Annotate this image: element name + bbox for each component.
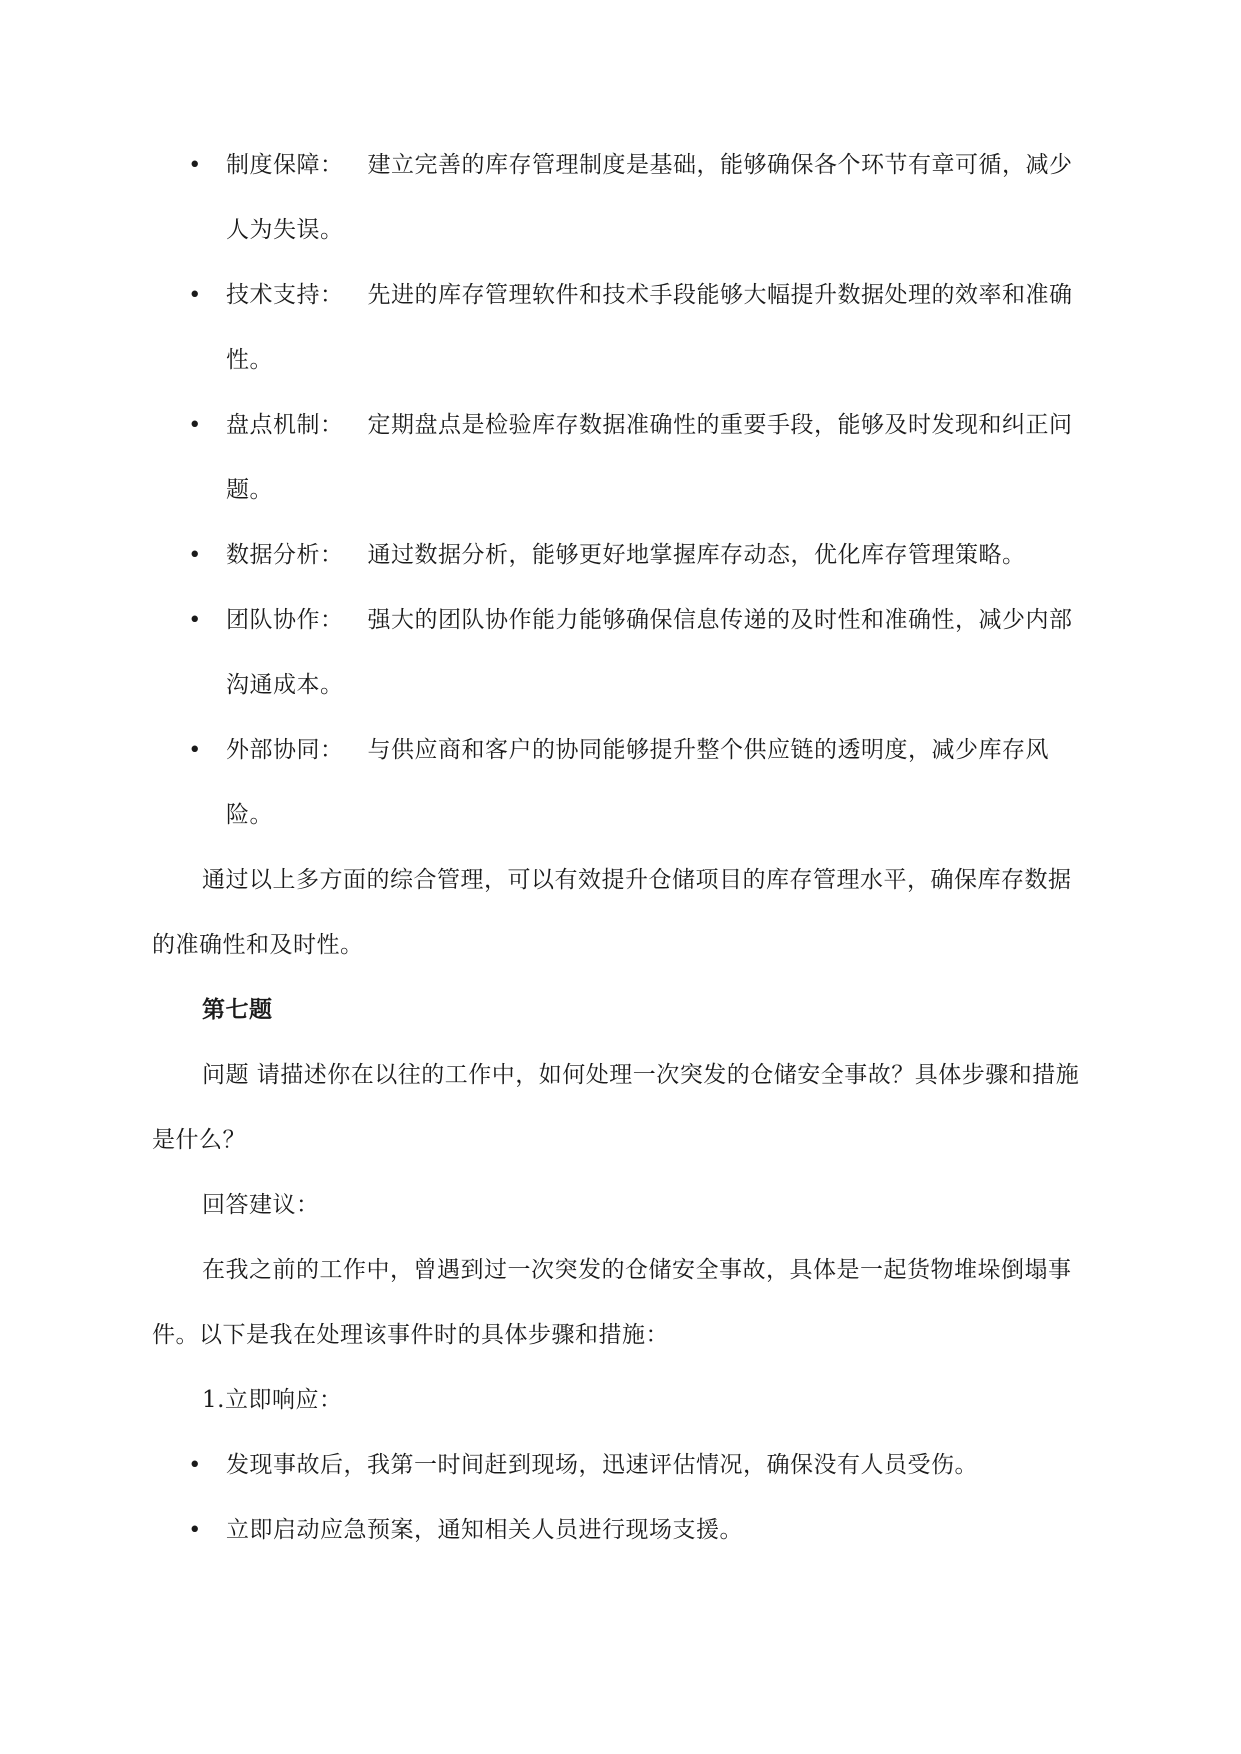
step-action-item (152, 1498, 1092, 1563)
key-factor-item (152, 718, 1092, 848)
key-factor-text: 强大的团队协作能力能够确保信息传递的及时性和准确性，减少内部沟通成本。 (226, 607, 1073, 698)
step-label: 1.立即响应： (202, 1387, 343, 1413)
section-title: 第七题 (202, 997, 273, 1023)
key-factor-text: 定期盘点是检验库存数据准确性的重要手段，能够及时发现和纠正问题。 (226, 412, 1073, 503)
answer-label: 回答建议： (202, 1192, 320, 1218)
bullet-icon: • (188, 608, 202, 633)
key-factor-text: 先进的库存管理软件和技术手段能够大幅提升数据处理的效率和准确性。 (226, 282, 1073, 373)
step-action-text: 立即启动应急预案，通知相关人员进行现场支援。 (226, 1517, 743, 1543)
step-action-item (152, 1433, 1092, 1498)
step-action-text: 发现事故后，我第一时间赶到现场，迅速评估情况，确保没有人员受伤。 (226, 1452, 978, 1478)
key-factor-term: 外部协同： (226, 737, 344, 763)
key-factor-term: 团队协作： (226, 607, 344, 633)
key-factor-item (152, 523, 1092, 588)
key-factor-text: 与供应商和客户的协同能够提升整个供应链的透明度，减少库存风险。 (226, 737, 1049, 828)
bullet-icon: • (188, 1518, 202, 1543)
document-body (152, 133, 1092, 1563)
answer-intro-paragraph: 在我之前的工作中，曾遇到过一次突发的仓储安全事故，具体是一起货物堆垛倒塌事件。以下是我在处理该事件时的具体步骤和措施： (152, 1257, 1072, 1348)
summary-paragraph: 通过以上多方面的综合管理，可以有效提升仓储项目的库存管理水平，确保库存数据的准确性和及时性。 (152, 867, 1072, 958)
bullet-icon: • (188, 153, 202, 178)
key-factor-term: 数据分析： (226, 542, 344, 568)
key-factor-text: 建立完善的库存管理制度是基础，能够确保各个环节有章可循，减少人为失误。 (226, 152, 1073, 243)
bullet-icon: • (188, 283, 202, 308)
bullet-icon: • (188, 543, 202, 568)
bullet-icon: • (188, 738, 202, 763)
key-factor-item (152, 393, 1092, 523)
key-factor-text: 通过数据分析，能够更好地掌握库存动态，优化库存管理策略。 (367, 542, 1026, 568)
key-factor-term: 盘点机制： (226, 412, 344, 438)
key-factor-item (152, 133, 1092, 263)
step-action-list (152, 1433, 1092, 1563)
key-factor-item (152, 263, 1092, 393)
question-paragraph: 问题 请描述你在以往的工作中，如何处理一次突发的仓储安全事故？具体步骤和措施是什么？ (152, 1062, 1080, 1153)
key-factor-term: 技术支持： (226, 282, 344, 308)
bullet-icon: • (188, 1453, 202, 1478)
key-factor-term: 制度保障： (226, 152, 344, 178)
key-factor-list (152, 133, 1092, 848)
bullet-icon: • (188, 413, 202, 438)
key-factor-item (152, 588, 1092, 718)
